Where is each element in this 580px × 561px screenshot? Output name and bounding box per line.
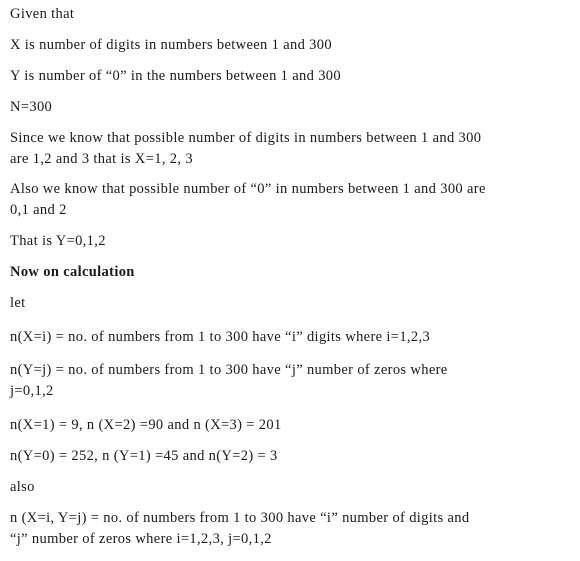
text-line-y-range: That is Y=0,1,2 <box>10 233 106 249</box>
text-line-digits-values: are 1,2 and 3 that is X=1, 2, 3 <box>10 151 193 167</box>
section-heading-calculation: Now on calculation <box>10 264 135 280</box>
text-line-given: Given that <box>10 6 75 22</box>
text-line-nx-values: n(X=1) = 9, n (X=2) =90 and n (X=3) = 201 <box>10 417 282 433</box>
text-line-ny-definition: n(Y=j) = no. of numbers from 1 to 300 have “j” number of zeros where <box>10 362 448 378</box>
text-line-y-definition: Y is number of “0” in the numbers between 1 and 300 <box>10 68 341 84</box>
text-line-also: also <box>10 479 35 495</box>
text-line-joint-definition: n (X=i, Y=j) = no. of numbers from 1 to 300 have “i” number of digits and <box>10 510 470 526</box>
text-line-ny-values: n(Y=0) = 252, n (Y=1) =45 and n(Y=2) = 3 <box>10 448 278 464</box>
text-line-joint-range: “j” number of zeros where i=1,2,3, j=0,1,2 <box>10 531 272 547</box>
text-line-zeros-values: 0,1 and 2 <box>10 202 67 218</box>
text-line-digits-intro: Since we know that possible number of digits in numbers between 1 and 300 <box>10 130 482 146</box>
text-line-ny-range: j=0,1,2 <box>10 383 54 399</box>
text-line-n-value: N=300 <box>10 99 53 115</box>
text-line-let: let <box>10 295 26 311</box>
text-line-zeros-intro: Also we know that possible number of “0” in numbers between 1 and 300 are <box>10 181 486 197</box>
text-line-x-definition: X is number of digits in numbers between 1 and 300 <box>10 37 332 53</box>
text-line-nx-definition: n(X=i) = no. of numbers from 1 to 300 have “i” digits where i=1,2,3 <box>10 329 431 345</box>
